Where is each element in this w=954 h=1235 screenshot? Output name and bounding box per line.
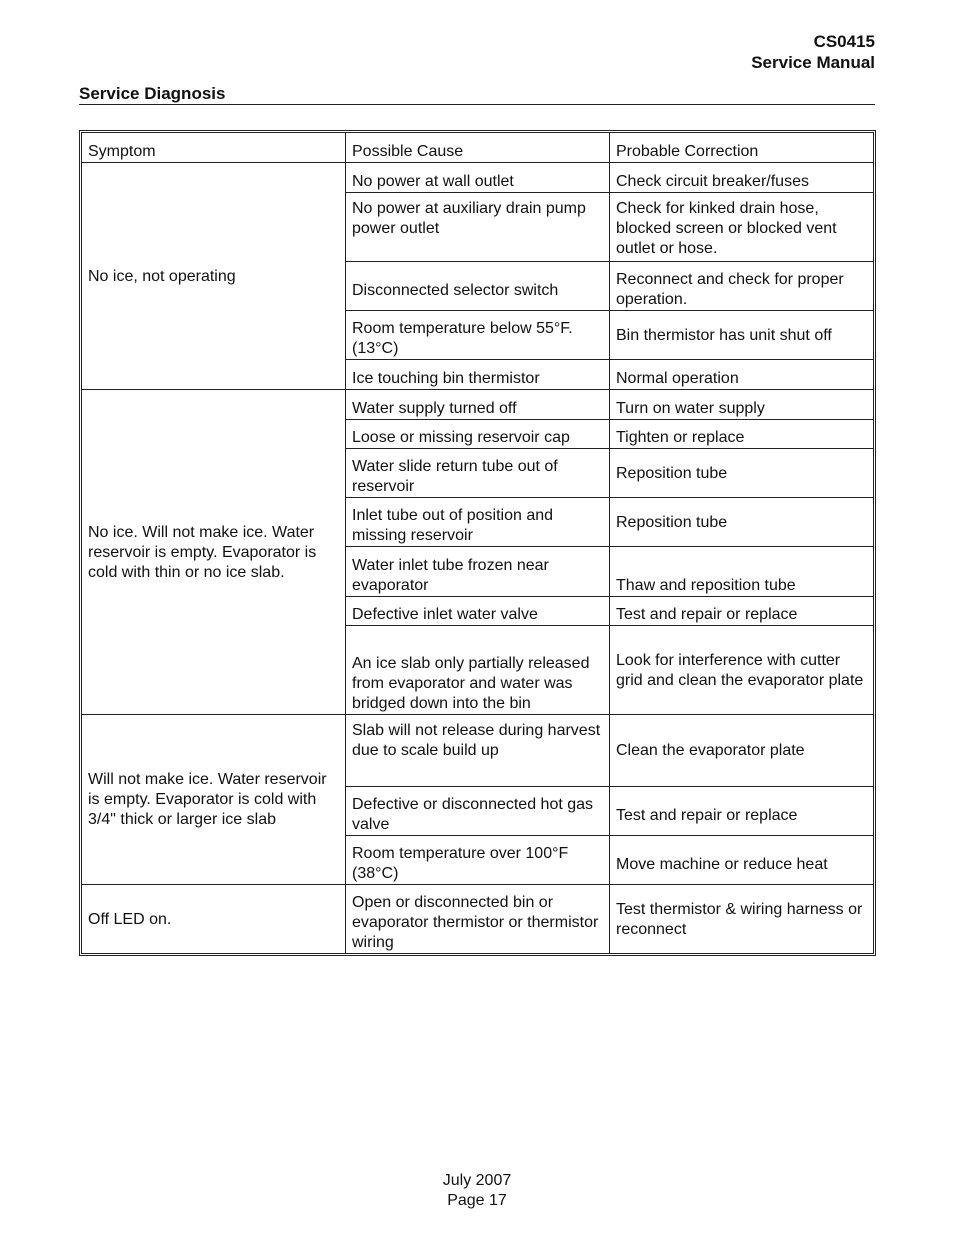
- table-row: [82, 163, 874, 193]
- cause-cell: Slab will not release during harvest due to scale build up: [346, 715, 610, 787]
- table-row: [82, 390, 874, 420]
- cause-cell: No power at auxiliary drain pump power outlet: [346, 193, 610, 262]
- symptom-cell: No ice. Will not make ice. Water reservoir is empty. Evaporator is cold with thin or no ice slab.: [82, 390, 346, 715]
- header-possible-cause: Possible Cause: [346, 133, 610, 163]
- cause-cell: Defective inlet water valve: [346, 597, 610, 626]
- correction-cell: Check circuit breaker/fuses: [610, 163, 874, 193]
- cause-cell: Water supply turned off: [346, 390, 610, 420]
- footer-date: July 2007: [442, 1172, 512, 1189]
- diagnosis-table: [81, 132, 874, 954]
- cause-cell: No power at wall outlet: [346, 163, 610, 193]
- table-row: [82, 715, 874, 787]
- document-header: [751, 31, 875, 73]
- symptom-cell: Will not make ice. Water reservoir is empty. Evaporator is cold with 3/4" thick or larger ice slab: [82, 715, 346, 885]
- cause-cell: Water slide return tube out of reservoir: [346, 449, 610, 498]
- correction-cell: Reposition tube: [610, 449, 874, 498]
- correction-cell: Test and repair or replace: [610, 787, 874, 836]
- correction-cell: Reposition tube: [610, 498, 874, 547]
- cause-cell: Open or disconnected bin or evaporator thermistor or thermistor wiring: [346, 885, 610, 954]
- symptom-cell: No ice, not operating: [82, 163, 346, 390]
- symptom-cell: Off LED on.: [82, 885, 346, 954]
- table-row: [82, 885, 874, 954]
- correction-cell: Test thermistor & wiring harness or reconnect: [610, 885, 874, 954]
- correction-cell: Normal operation: [610, 360, 874, 390]
- correction-cell: Check for kinked drain hose, blocked screen or blocked vent outlet or hose.: [610, 193, 874, 262]
- footer-page-number: Page 17: [447, 1192, 507, 1209]
- correction-cell: Test and repair or replace: [610, 597, 874, 626]
- cause-cell: An ice slab only partially released from evaporator and water was bridged down into the bin: [346, 626, 610, 715]
- correction-cell: Thaw and reposition tube: [610, 547, 874, 597]
- diagnosis-table-frame: [79, 130, 876, 956]
- cause-cell: Room temperature below 55°F. (13°C): [346, 311, 610, 360]
- correction-cell: Turn on water supply: [610, 390, 874, 420]
- page-footer: [0, 1171, 954, 1211]
- cause-cell: Water inlet tube frozen near evaporator: [346, 547, 610, 597]
- table-header-row: [82, 133, 874, 163]
- correction-cell: Move machine or reduce heat: [610, 836, 874, 885]
- correction-cell: Tighten or replace: [610, 420, 874, 449]
- cause-cell: Loose or missing reservoir cap: [346, 420, 610, 449]
- correction-cell: Look for interference with cutter grid and clean the evaporator plate: [610, 626, 874, 715]
- document-title: Service Manual: [751, 53, 875, 72]
- document-code: CS0415: [813, 32, 875, 51]
- cause-cell: Room temperature over 100°F (38°C): [346, 836, 610, 885]
- cause-cell: Disconnected selector switch: [346, 262, 610, 311]
- cause-cell: Defective or disconnected hot gas valve: [346, 787, 610, 836]
- section-title: Service Diagnosis: [79, 84, 875, 105]
- correction-cell: Clean the evaporator plate: [610, 715, 874, 787]
- header-symptom: Symptom: [82, 133, 346, 163]
- cause-cell: Inlet tube out of position and missing reservoir: [346, 498, 610, 547]
- cause-cell: Ice touching bin thermistor: [346, 360, 610, 390]
- correction-cell: Bin thermistor has unit shut off: [610, 311, 874, 360]
- header-probable-correction: Probable Correction: [610, 133, 874, 163]
- correction-cell: Reconnect and check for proper operation.: [610, 262, 874, 311]
